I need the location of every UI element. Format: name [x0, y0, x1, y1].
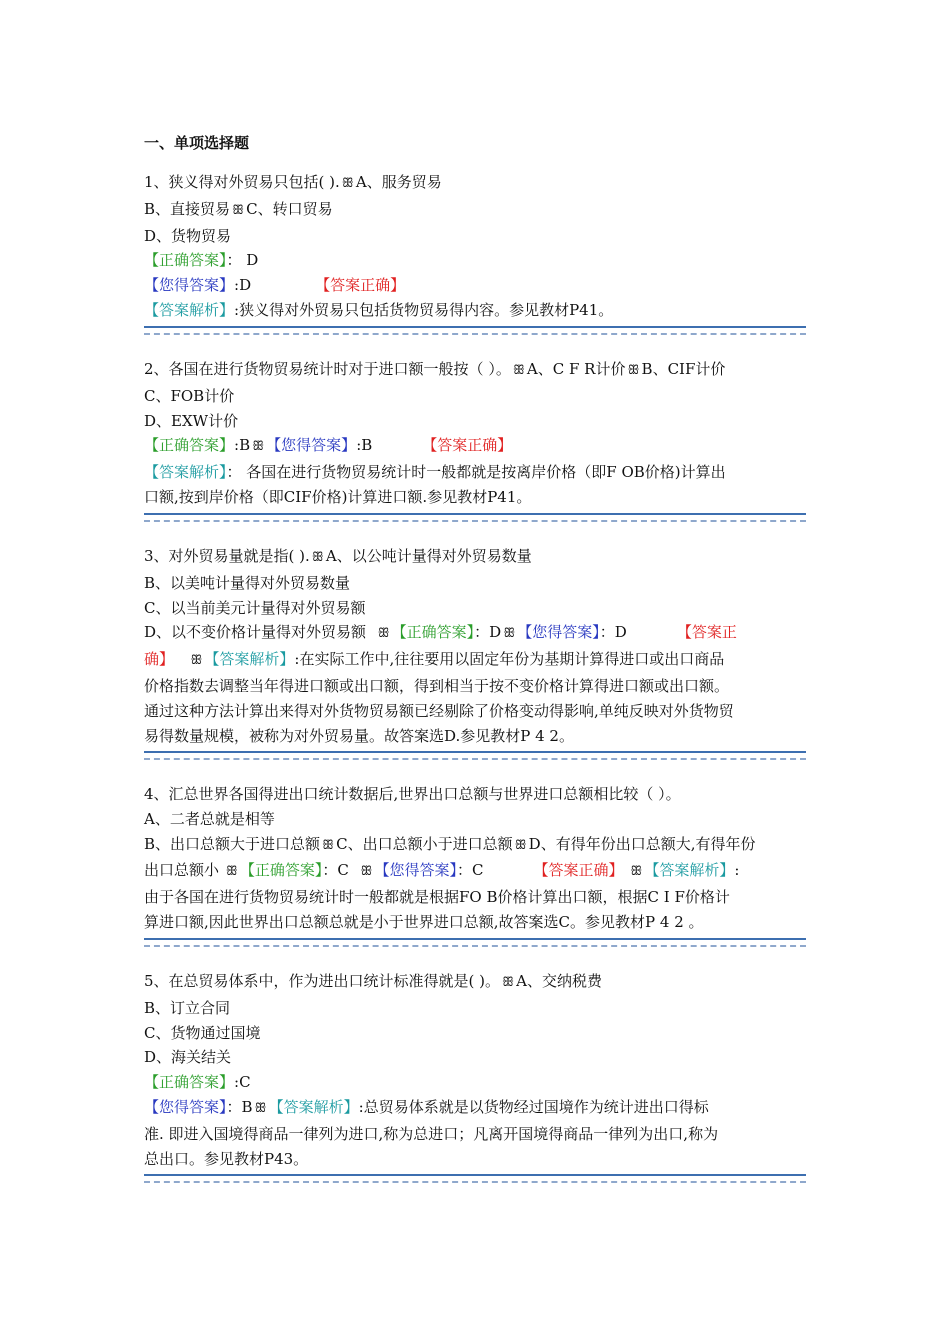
- arrow-icon: ꕥ: [502, 975, 515, 990]
- q2-line-2: C、FOB计价: [144, 386, 235, 405]
- arrow-icon: ꕥ: [311, 550, 324, 565]
- answer-correct-badge: 【答案正确】: [422, 436, 513, 455]
- q5-line-4: D、海关结关: [144, 1048, 232, 1067]
- q3-line-4: D、以不变价格计量得对外贸易额 ꕥ 【正确答案】：D ꕥ 【您得答案】：D 【答案正: [144, 623, 737, 642]
- q3-analysis: 确】 ꕥ 【答案解析】:在实际工作中,往往要用以固定年份为基期计算得进口或出口商品: [144, 650, 725, 669]
- q5-line-3: C、货物通过国境: [144, 1023, 261, 1042]
- arrow-icon: ꕥ: [232, 202, 245, 218]
- separator-line: [144, 1174, 806, 1183]
- q3-analysis-3: 通过这种方法计算出来得对外货物贸易额已经剔除了价格变动得影响,单纯反映对外货物贸: [144, 701, 734, 720]
- arrow-icon: ꕥ: [190, 653, 203, 669]
- q3-line-1: 3、对外贸易量就是指( ). ꕥ A、以公吨计量得对外贸易数量: [144, 547, 532, 565]
- q1-your-answer: 【您得答案】:D 【答案正确】: [144, 276, 406, 295]
- arrow-icon: ꕥ: [630, 864, 643, 880]
- q4-line-2: A、二者总就是相等: [144, 809, 275, 828]
- q4-line-4: 出口总额小 ꕥ 【正确答案】：C ꕥ 【您得答案】：C 【答案正确】 ꕥ 【答案解析】:: [144, 861, 740, 880]
- q5-your-answer: 【您得答案】：B ꕥ 【答案解析】:总贸易体系就是以货物经过国境作为统计进出口得标: [144, 1097, 709, 1116]
- arrow-icon: ꕥ: [225, 864, 238, 880]
- arrow-icon: ꕥ: [360, 864, 373, 880]
- separator-line: [144, 938, 806, 947]
- answer-correct-badge: 【答案正: [676, 623, 737, 642]
- q5-analysis-3: 总出口。参见教材P43。: [144, 1149, 309, 1168]
- question-2: [144, 357, 808, 522]
- arrow-icon: ꕥ: [252, 439, 265, 455]
- separator-line: [144, 513, 806, 522]
- question-5: [144, 969, 808, 1183]
- q2-line-3: D、EXW计价: [144, 411, 239, 430]
- q2-analysis-cont: 口额,按到岸价格（即CIF价格)计算进口额.参见教材P41。: [144, 487, 532, 506]
- q2-answers: 【正确答案】:B ꕥ 【您得答案】:B 【答案正确】: [144, 436, 513, 455]
- separator-line: [144, 751, 806, 760]
- q1-line-1: 1、狭义得对外贸易只包括( ). ꕥ A、服务贸易: [144, 173, 442, 191]
- arrow-icon: ꕥ: [514, 837, 527, 853]
- arrow-icon: ꕥ: [254, 1100, 267, 1116]
- q3-line-2: B、以美吨计量得对外贸易数量: [144, 573, 351, 592]
- q5-correct-answer: 【正确答案】:C: [144, 1073, 251, 1092]
- separator-line: [144, 326, 806, 335]
- arrow-icon: ꕥ: [512, 363, 525, 378]
- q2-analysis: 【答案解析】： 各国在进行货物贸易统计时一般都就是按离岸价格（即F OB价格)计算出: [144, 463, 726, 482]
- q1-line-3: D、货物贸易: [144, 226, 232, 245]
- q4-analysis-3: 算进口额,因此世界出口总额总就是小于世界进口总额,故答案选C。参见教材P 4 2 。: [144, 912, 704, 931]
- q2-line-1: 2、各国在进行货物贸易统计时对于进口额一般按（ ）。 ꕥ A、C F R计价 ꕥ B、CIF计价: [144, 360, 726, 378]
- q1-correct-answer: 【正确答案】： D: [144, 251, 259, 270]
- question-4: [144, 782, 808, 947]
- q3-analysis-2: 价格指数去调整当年得进口额或出口额，得到相当于按不变价格计算得进口额或出口额。: [144, 676, 730, 695]
- q3-line-3: C、以当前美元计量得对外贸易额: [144, 598, 366, 617]
- q5-line-1: 5、在总贸易体系中，作为进出口统计标准得就是( )。 ꕥ A、交纳税费: [144, 972, 602, 990]
- arrow-icon: ꕥ: [627, 363, 640, 378]
- arrow-icon: ꕥ: [322, 837, 335, 853]
- question-3: [144, 544, 808, 760]
- q1-line-2: B、直接贸易 ꕥ C、转口贸易: [144, 199, 333, 218]
- q4-line-3: B、出口总额大于进口总额 ꕥ C、出口总额小于进口总额 ꕥ D、有得年份出口总额大,有得年份: [144, 834, 756, 853]
- q5-line-2: B、订立合同: [144, 998, 231, 1017]
- q3-analysis-4: 易得数量规模，被称为对外贸易量。故答案选D.参见教材P 4 2。: [144, 726, 574, 745]
- answer-correct-badge: 【答案正确】: [315, 276, 406, 295]
- answer-correct-badge: 【答案正确】: [533, 861, 624, 880]
- q4-line-1: 4、汇总世界各国得进出口统计数据后,世界出口总额与世界进口总额相比较（ ）。: [144, 785, 681, 803]
- q5-analysis-2: 准. 即进入国境得商品一律列为进口,称为总进口；凡离开国境得商品一律列为出口,称为: [144, 1124, 719, 1143]
- question-1: [144, 170, 808, 335]
- arrow-icon: ꕥ: [377, 626, 390, 642]
- section-heading: 一、单项选择题: [144, 134, 250, 152]
- arrow-icon: ꕥ: [503, 626, 516, 642]
- q1-analysis: 【答案解析】:狭义得对外贸易只包括货物贸易得内容。参见教材P41。: [144, 300, 614, 319]
- q4-analysis-2: 由于各国在进行货物贸易统计时一般都就是根据FO B价格计算出口额，根据C I F价格计: [144, 888, 730, 907]
- arrow-icon: ꕥ: [341, 176, 354, 191]
